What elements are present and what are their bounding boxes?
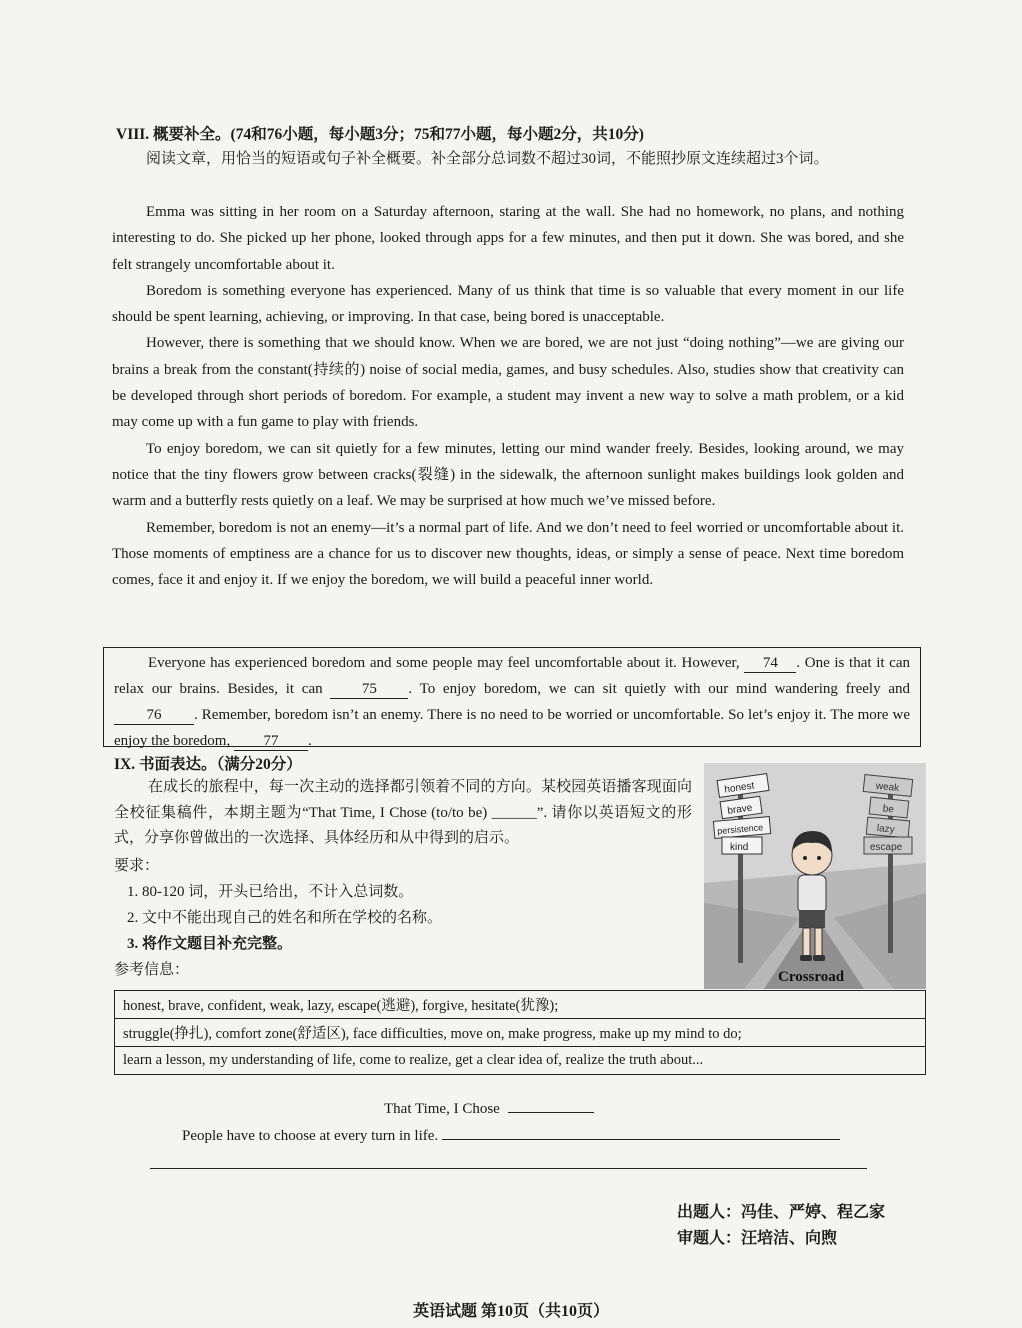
essay-answer-line[interactable] bbox=[150, 1168, 867, 1169]
sign-kind: kind bbox=[730, 842, 749, 853]
image-caption: Crossroad bbox=[778, 969, 845, 985]
sign-escape: escape bbox=[870, 842, 903, 853]
requirement-3: 3. 将作文题目补充完整。 bbox=[127, 936, 293, 952]
section8-instruction: 阅读文章，用恰当的短语或句子补全概要。补全部分总词数不超过30词，不能照抄原文连续超过3个词。 bbox=[146, 151, 829, 167]
passage-paragraph: However, there is something that we should know. When we are bored, we are not just “doing nothing”—we are giving our brains a break from the constant(持续的) noise of social media, games, and busy schedules. Also, studies show that creativity can be developed through short periods of boredom. For example, a student may invent a new way to solve a math problem, or a kid may come up with a fun game to play with friends. bbox=[112, 335, 904, 431]
essay-title-line bbox=[384, 1101, 594, 1118]
sign-brave: brave bbox=[726, 802, 754, 817]
sign-be: be bbox=[882, 803, 895, 816]
requirement-1: 1. 80-120 词，开头已给出，不计入总词数。 bbox=[127, 884, 414, 900]
reference-row: struggle(挣扎), comfort zone(舒适区), face difficulties, move on, make progress, make up my mind to do; bbox=[115, 1019, 926, 1047]
requirements-label: 要求： bbox=[114, 858, 160, 874]
section9-heading: IX. 书面表达。（满分20分） bbox=[114, 756, 302, 773]
sign-lazy: lazy bbox=[876, 823, 896, 836]
essay-title: That Time, I Chose bbox=[384, 1101, 500, 1117]
table-row bbox=[115, 1019, 926, 1047]
blank-77[interactable]: 77 bbox=[234, 732, 308, 751]
blank-75[interactable]: 75 bbox=[330, 680, 408, 699]
reference-table bbox=[114, 990, 926, 1075]
essay-title-blank[interactable] bbox=[508, 1112, 594, 1113]
blank-76[interactable]: 76 bbox=[114, 706, 194, 725]
section8-heading: VIII. 概要补全。(74和76小题，每小题3分；75和77小题，每小题2分，共10分) bbox=[116, 126, 644, 143]
right-signpost bbox=[863, 775, 913, 854]
reference-row: learn a lesson, my understanding of life, come to realize, get a clear idea of, realize the truth about... bbox=[115, 1047, 926, 1075]
question-reviewers: 审题人：汪培洁、向煦 bbox=[677, 1230, 838, 1247]
requirement-2: 2. 文中不能出现自己的姓名和所在学校的名称。 bbox=[127, 910, 443, 926]
blank-74[interactable]: 74 bbox=[744, 654, 796, 673]
crossroad-illustration bbox=[704, 763, 926, 989]
table-row bbox=[115, 1047, 926, 1075]
essay-first-line bbox=[182, 1128, 840, 1145]
page-footer: 英语试题 第10页（共10页） bbox=[412, 1303, 609, 1320]
summary-box bbox=[103, 647, 921, 747]
reference-row: honest, brave, confident, weak, lazy, escape(逃避), forgive, hesitate(犹豫); bbox=[115, 991, 926, 1019]
essay-line-blank[interactable] bbox=[442, 1139, 840, 1140]
sign-weak: weak bbox=[875, 780, 900, 795]
passage-paragraph: To enjoy boredom, we can sit quietly for a few minutes, letting our mind wander freely. Besides, looking around, we may notice that the tiny flowers grow between cracks(裂缝) in the sidewalk, the afternoon sunlight makes buildings look golden and warm and a butterfly rests quietly on a leaf. We may be surprised at how much we’ve missed before. bbox=[112, 440, 904, 510]
passage-paragraph: Boredom is something everyone has experienced. Many of us think that time is so valuable that every moment in our life should be spent learning, achieving, or improving. In that case, being bored is unacceptable. bbox=[112, 282, 904, 326]
reference-label: 参考信息： bbox=[114, 962, 190, 978]
passage-paragraph: Emma was sitting in her room on a Saturday afternoon, staring at the wall. She had no homework, no plans, and nothing interesting to do. She picked up her phone, looked through apps for a few minutes, and then put it down. She was bored, and she felt strangely uncomfortable about it. bbox=[112, 204, 904, 273]
question-setters: 出题人：冯佳、严婷、程乙家 bbox=[677, 1204, 886, 1221]
section9-intro: 在成长的旅程中，每一次主动的选择都引领着不同的方向。某校园英语播客现面向全校征集稿件，本期主题为“That Time, I Chose (to/to be) ______”. 请你以英语短文的形式，分享你曾做出的一次选择、具体经历和从中得到的启示。 bbox=[114, 779, 692, 846]
reading-passage bbox=[112, 199, 904, 593]
passage-paragraph: Remember, boredom is not an enemy—it’s a normal part of life. And we don’t need to feel worried or uncomfortable about it. Those moments of emptiness are a chance for us to discover new thoughts, ideas, or simply a sense of peace. Next time boredom comes, face it and enjoy it. If we enjoy the boredom, we will build a peaceful inner world. bbox=[112, 519, 904, 589]
table-row bbox=[115, 991, 926, 1019]
summary-text: Everyone has experienced boredom and some people may feel uncomfortable about it. However, 74 . One is that it can relax our brains. Besides, it can 75 . To enjoy boredom, we can sit quietly with our mind wandering freely and 76 . Remember, boredom isn’t an enemy. There is no need to be worried or uncomfortable. So let’s enjoy it. The more we enjoy the boredom, 77 . bbox=[114, 655, 910, 749]
sign-honest: honest bbox=[723, 780, 756, 796]
sign-persistence: persistence bbox=[716, 822, 764, 837]
essay-start: People have to choose at every turn in life. bbox=[182, 1128, 439, 1144]
